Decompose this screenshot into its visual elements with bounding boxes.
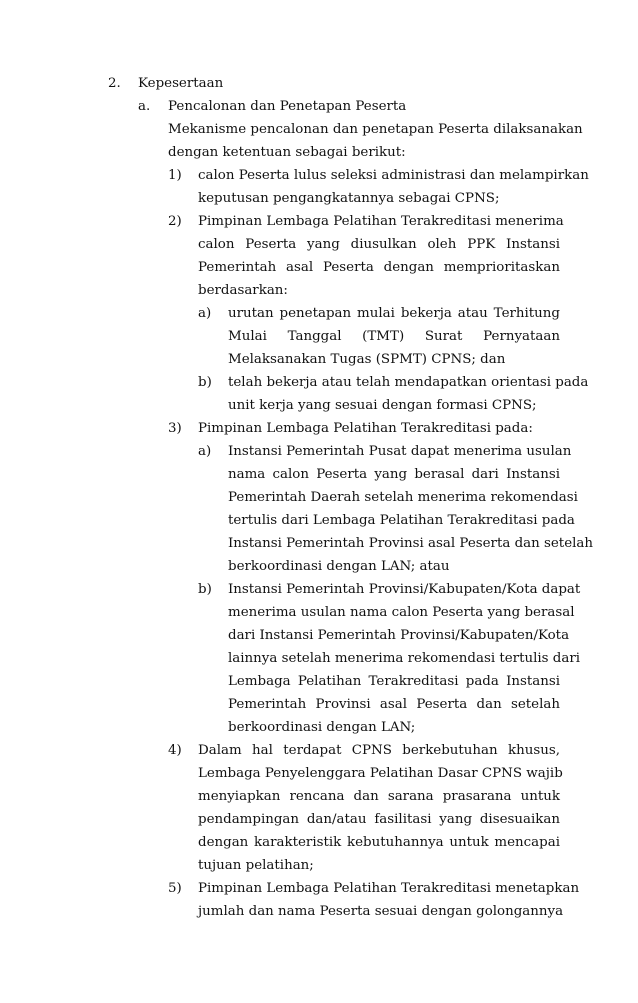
- item-line: pendampingan dan/atau fasilitasi yang disesuaikan: [198, 812, 560, 827]
- item-number: 2): [168, 214, 182, 229]
- subitem-line: nama calon Peserta yang berasal dari Instansi: [228, 467, 560, 482]
- item-line: Pimpinan Lembaga Pelatihan Terakreditasi menetapkan: [198, 881, 580, 896]
- section-number: 2.: [108, 76, 121, 91]
- subsection-letter: a.: [138, 99, 151, 114]
- subitem-letter: b): [198, 375, 212, 390]
- subitem-line: Instansi Pemerintah Provinsi asal Peserta dan setelah: [228, 536, 594, 551]
- subitem-line: tertulis dari Lembaga Pelatihan Terakreditasi pada: [228, 513, 575, 528]
- subitem-line: Pemerintah Provinsi asal Peserta dan setelah: [228, 697, 560, 712]
- item-line: Pemerintah asal Peserta dengan memprioritaskan: [198, 260, 560, 275]
- subitem-line: Pemerintah Daerah setelah menerima rekomendasi: [228, 490, 578, 505]
- subitem-line: berkoordinasi dengan LAN; atau: [228, 559, 450, 574]
- item-line: berdasarkan:: [198, 283, 288, 298]
- subitem-letter: a): [198, 306, 212, 321]
- subsection-title: Pencalonan dan Penetapan Peserta: [168, 99, 407, 114]
- subitem-letter: b): [198, 582, 212, 597]
- item-line: calon Peserta lulus seleksi administrasi dan melampirkan: [198, 168, 589, 183]
- subitem-line: unit kerja yang sesuai dengan formasi CPNS;: [228, 398, 537, 413]
- intro-line: dengan ketentuan sebagai berikut:: [168, 145, 406, 160]
- item-number: 5): [168, 881, 182, 896]
- intro-line: Mekanisme pencalonan dan penetapan Peserta dilaksanakan: [168, 122, 583, 137]
- subitem-line: berkoordinasi dengan LAN;: [228, 720, 416, 735]
- item-line: menyiapkan rencana dan sarana prasarana untuk: [198, 789, 560, 804]
- section-title: Kepesertaan: [138, 76, 224, 91]
- item-number: 1): [168, 168, 182, 183]
- item-number: 3): [168, 421, 182, 436]
- item-line: keputusan pengangkatannya sebagai CPNS;: [198, 191, 500, 206]
- item-line: Pimpinan Lembaga Pelatihan Terakreditasi pada:: [198, 421, 533, 436]
- subitem-line: Instansi Pemerintah Provinsi/Kabupaten/Kota dapat: [228, 582, 581, 597]
- subitem-line: Lembaga Pelatihan Terakreditasi pada Instansi: [228, 674, 560, 689]
- item-line: Dalam hal terdapat CPNS berkebutuhan khusus,: [198, 743, 560, 758]
- subitem-line: Instansi Pemerintah Pusat dapat menerima usulan: [228, 444, 572, 459]
- item-line: dengan karakteristik kebutuhannya untuk mencapai: [198, 835, 560, 850]
- item-line: Pimpinan Lembaga Pelatihan Terakreditasi menerima: [198, 214, 564, 229]
- subitem-letter: a): [198, 444, 212, 459]
- item-line: calon Peserta yang diusulkan oleh PPK Instansi: [198, 237, 560, 252]
- item-number: 4): [168, 743, 182, 758]
- subitem-line: menerima usulan nama calon Peserta yang berasal: [228, 605, 575, 620]
- item-line: Lembaga Penyelenggara Pelatihan Dasar CPNS wajib: [198, 766, 563, 781]
- item-line: tujuan pelatihan;: [198, 858, 314, 873]
- subitem-line: Melaksanakan Tugas (SPMT) CPNS; dan: [228, 352, 506, 367]
- item-line: jumlah dan nama Peserta sesuai dengan golongannya: [198, 904, 564, 919]
- subitem-line: urutan penetapan mulai bekerja atau Terhitung: [228, 306, 560, 321]
- subitem-line: dari Instansi Pemerintah Provinsi/Kabupaten/Kota: [228, 628, 570, 643]
- subitem-line: telah bekerja atau telah mendapatkan orientasi pada: [228, 375, 589, 390]
- subitem-line: lainnya setelah menerima rekomendasi tertulis dari: [228, 651, 581, 666]
- subitem-line: Mulai Tanggal (TMT) Surat Pernyataan: [228, 329, 560, 344]
